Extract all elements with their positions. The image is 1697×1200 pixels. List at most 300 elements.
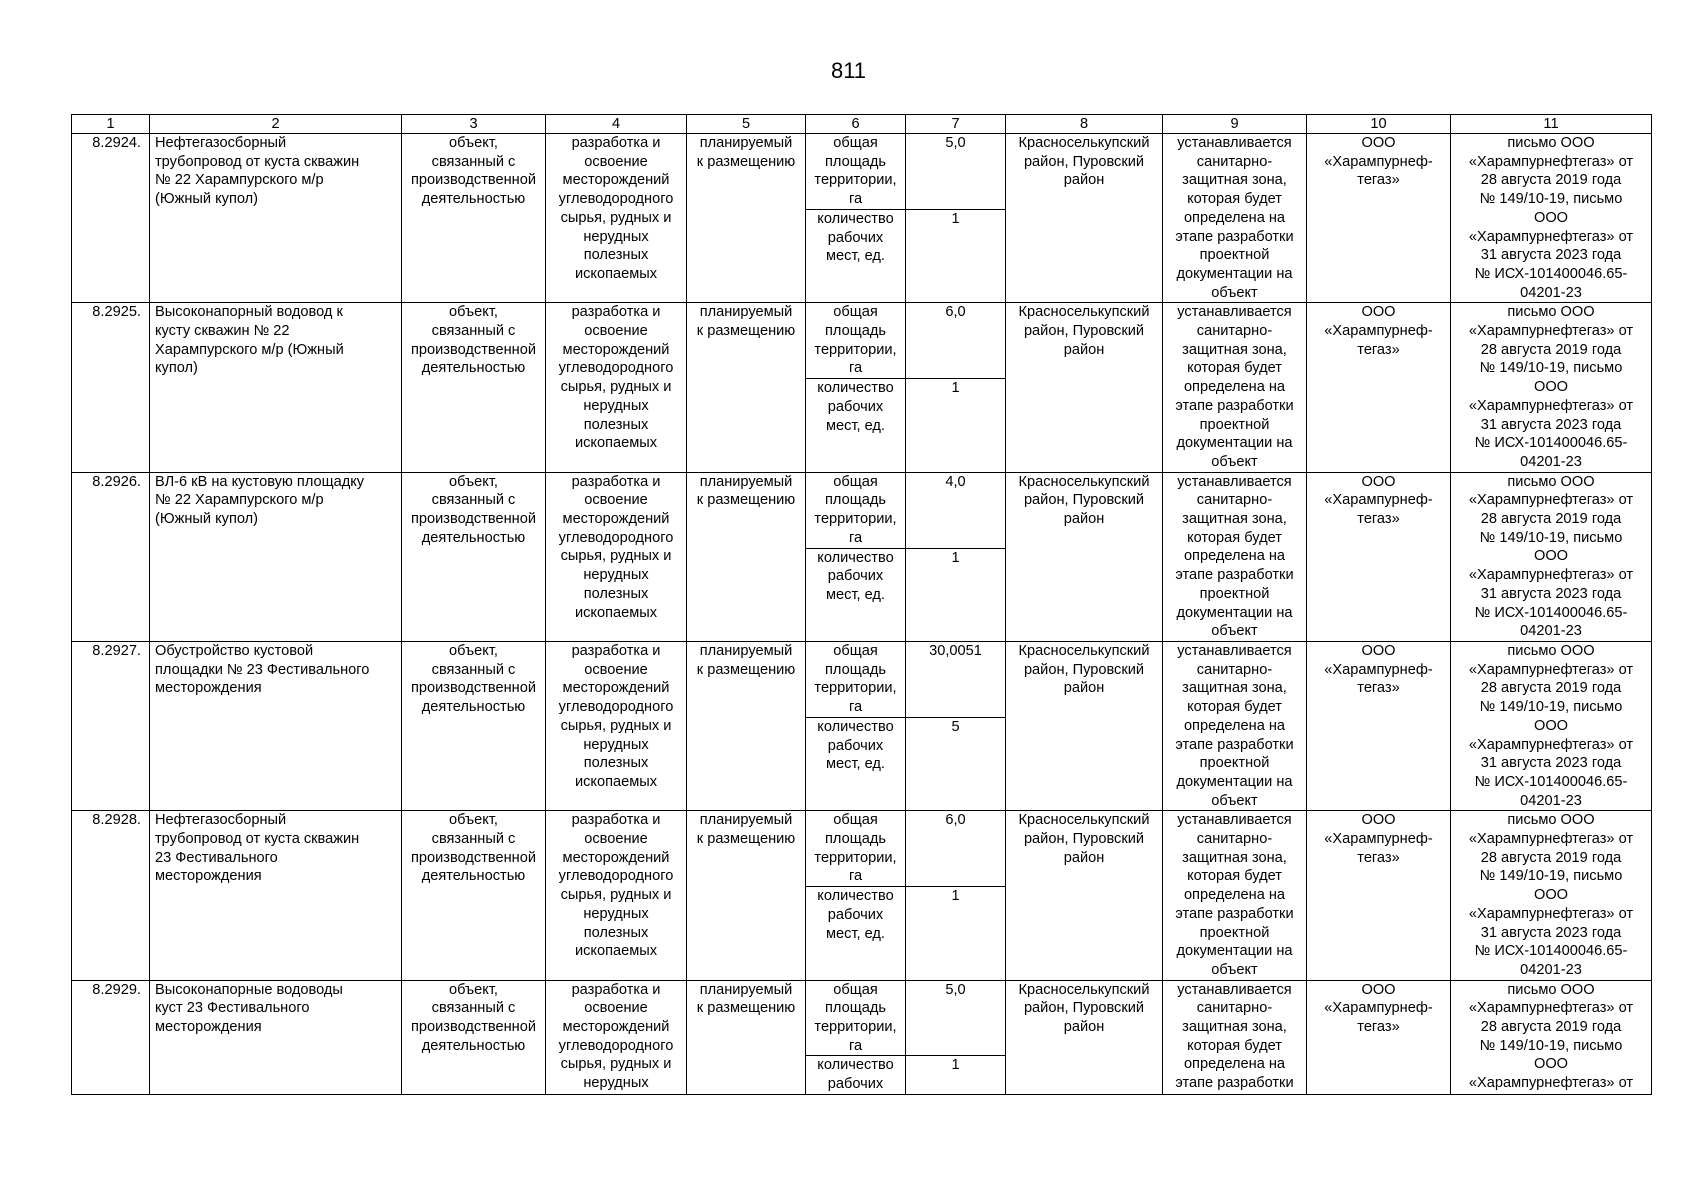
area-label — [806, 472, 906, 548]
area-label-line: территории, — [814, 511, 897, 528]
basis-document-line: ООО — [1533, 717, 1569, 734]
object-type-line: связанный с — [431, 831, 516, 848]
sanitary-zone-line: определена на — [1183, 209, 1286, 226]
object-status — [687, 980, 806, 1094]
area-label-line: общая — [833, 304, 878, 321]
sanitary-zone — [1163, 980, 1307, 1094]
sanitary-zone-line: документации на — [1176, 773, 1293, 790]
object-purpose-line: углеводородного — [558, 191, 674, 208]
object-name-line: Обустройство кустовой — [155, 642, 314, 659]
object-type-line: связанный с — [431, 661, 516, 678]
object-purpose-line: месторождений — [562, 172, 670, 189]
basis-document-line: 28 августа 2019 года — [1480, 849, 1622, 866]
column-header-3: 3 — [402, 115, 546, 134]
basis-document — [1451, 134, 1652, 303]
object-purpose-line: разработка и — [571, 473, 661, 490]
sanitary-zone-line: этапе разработки — [1175, 905, 1294, 922]
object-purpose-line: сырья, рудных и — [560, 379, 672, 396]
basis-document-line: «Харампурнефтегаз» от — [1468, 736, 1634, 753]
sanitary-zone-line: которая будет — [1187, 360, 1282, 377]
owner-line: «Харампурнеф- — [1324, 1000, 1433, 1017]
basis-document — [1451, 641, 1652, 810]
basis-document-line: письмо ООО — [1507, 304, 1595, 321]
object-purpose-line: нерудных — [583, 736, 649, 753]
object-purpose — [546, 134, 687, 303]
area-label — [806, 980, 906, 1056]
object-purpose-line: сырья, рудных и — [560, 548, 672, 565]
object-purpose-line: освоение — [584, 831, 648, 848]
basis-document-line: № ИСХ-101400046.65- — [1474, 604, 1628, 621]
owner — [1307, 134, 1451, 303]
workplaces-value: 1 — [906, 210, 1006, 303]
object-purpose — [546, 303, 687, 472]
object-purpose-line: разработка и — [571, 135, 661, 151]
sanitary-zone-line: этапе разработки — [1175, 1075, 1294, 1092]
object-purpose-line: полезных — [583, 416, 649, 433]
workplaces-label-line: количество — [817, 1057, 894, 1074]
basis-document-line: «Харампурнефтегаз» от — [1468, 153, 1634, 170]
object-type-line: объект, — [449, 473, 498, 490]
location-line: Красноселькупский — [1018, 304, 1150, 321]
workplaces-label-line: мест, ед. — [826, 756, 885, 773]
object-status-line: к размещению — [696, 492, 796, 509]
object-type-line: связанный с — [431, 323, 516, 340]
area-value: 6,0 — [906, 303, 1006, 379]
object-purpose-line: сырья, рудных и — [560, 209, 672, 226]
owner-line: тегаз» — [1357, 849, 1400, 866]
sanitary-zone-line: защитная зона, — [1182, 849, 1287, 866]
location-line: район — [1063, 511, 1105, 528]
object-status — [687, 641, 806, 810]
area-label-line: га — [848, 1037, 863, 1054]
basis-document-line: 31 августа 2023 года — [1480, 755, 1622, 772]
page-number: 811 — [830, 58, 867, 83]
object-type — [402, 134, 546, 303]
workplaces-label — [806, 718, 906, 811]
sanitary-zone-line: которая будет — [1187, 1037, 1282, 1054]
object-purpose-line: ископаемых — [574, 265, 658, 282]
workplaces-label — [806, 887, 906, 980]
object-status — [687, 134, 806, 303]
area-value: 5,0 — [906, 134, 1006, 210]
sanitary-zone-line: которая будет — [1187, 529, 1282, 546]
object-name — [150, 472, 402, 641]
location-line: район — [1063, 341, 1105, 358]
object-purpose-line: освоение — [584, 323, 648, 340]
area-value: 4,0 — [906, 472, 1006, 548]
object-purpose — [546, 980, 687, 1094]
table-row — [72, 472, 1652, 548]
workplaces-label-line: рабочих — [827, 907, 884, 924]
workplaces-label-line: мест, ед. — [826, 248, 885, 265]
basis-document-line: № ИСХ-101400046.65- — [1474, 943, 1628, 960]
workplaces-value: 1 — [906, 1056, 1006, 1094]
object-purpose-line: месторождений — [562, 680, 670, 697]
area-value: 5,0 — [906, 980, 1006, 1056]
object-name-line: Харампурского м/р (Южный — [155, 341, 344, 358]
object-name — [150, 811, 402, 980]
location-line: район — [1063, 172, 1105, 189]
area-label-line: территории, — [814, 680, 897, 697]
sanitary-zone — [1163, 134, 1307, 303]
sanitary-zone-line: объект — [1211, 453, 1258, 470]
object-status — [687, 472, 806, 641]
sanitary-zone-line: защитная зона, — [1182, 680, 1287, 697]
object-type-line: связанный с — [431, 153, 516, 170]
basis-document-line: ООО — [1533, 548, 1569, 565]
area-label — [806, 811, 906, 887]
basis-document-line: «Харампурнефтегаз» от — [1468, 1000, 1634, 1017]
object-purpose-line: разработка и — [571, 642, 661, 659]
sanitary-zone-line: устанавливается — [1177, 812, 1292, 829]
sanitary-zone-line: объект — [1211, 284, 1258, 301]
basis-document-line: 28 августа 2019 года — [1480, 341, 1622, 358]
area-label-line: общая — [833, 812, 878, 829]
object-name-line: месторождения — [155, 680, 262, 697]
sanitary-zone-line: документации на — [1176, 604, 1293, 621]
workplaces-label — [806, 210, 906, 303]
column-header-10: 10 — [1307, 115, 1451, 134]
basis-document-line: ООО — [1533, 887, 1569, 904]
workplaces-label-line: количество — [817, 719, 894, 736]
object-purpose-line: углеводородного — [558, 360, 674, 377]
basis-document-line: № 149/10-19, письмо — [1479, 1037, 1623, 1054]
basis-document-line: 04201-23 — [1520, 792, 1582, 809]
object-type-line: деятельностью — [421, 699, 526, 716]
area-label-line: площадь — [825, 153, 886, 170]
object-name-line: № 22 Харампурского м/р — [155, 492, 324, 509]
object-name-line: Высоконапорный водовод к — [155, 304, 343, 321]
basis-document-line: № 149/10-19, письмо — [1479, 529, 1623, 546]
basis-document-line: «Харампурнефтегаз» от — [1468, 1075, 1634, 1092]
location-line: Красноселькупский — [1018, 812, 1150, 829]
sanitary-zone — [1163, 811, 1307, 980]
basis-document-line: письмо ООО — [1507, 981, 1595, 998]
sanitary-zone-line: проектной — [1199, 755, 1270, 772]
object-type — [402, 811, 546, 980]
area-label-line: площадь — [825, 661, 886, 678]
sanitary-zone-line: объект — [1211, 792, 1258, 809]
owner — [1307, 811, 1451, 980]
basis-document-line: 28 августа 2019 года — [1480, 1019, 1622, 1036]
basis-document-line: «Харампурнефтегаз» от — [1468, 228, 1634, 245]
object-purpose-line: месторождений — [562, 341, 670, 358]
object-type-line: производственной — [411, 172, 536, 189]
owner-line: ООО — [1361, 473, 1396, 490]
header-row — [72, 115, 1652, 134]
basis-document-line: № 149/10-19, письмо — [1479, 191, 1623, 208]
workplaces-value: 5 — [906, 718, 1006, 811]
location-line: Красноселькупский — [1018, 135, 1150, 151]
area-label-line: га — [848, 360, 863, 377]
workplaces-label-line: количество — [817, 888, 894, 905]
object-status-line: планируемый — [699, 135, 793, 151]
object-purpose-line: сырья, рудных и — [560, 887, 672, 904]
owner-line: «Харампурнеф- — [1324, 323, 1433, 340]
basis-document-line: письмо ООО — [1507, 642, 1595, 659]
object-purpose-line: разработка и — [571, 981, 661, 998]
workplaces-label — [806, 548, 906, 641]
object-purpose-line: углеводородного — [558, 1037, 674, 1054]
object-type-line: объект, — [449, 981, 498, 998]
basis-document-line: ООО — [1533, 209, 1569, 226]
object-name-line: месторождения — [155, 1019, 262, 1036]
object-name-line: месторождения — [155, 868, 262, 885]
basis-document-line: «Харампурнефтегаз» от — [1468, 397, 1634, 414]
column-header-4: 4 — [546, 115, 687, 134]
row-number: 8.2924. — [72, 134, 150, 303]
basis-document-line: «Харампурнефтегаз» от — [1468, 905, 1634, 922]
basis-document-line: ООО — [1533, 379, 1569, 396]
workplaces-label-line: мест, ед. — [826, 417, 885, 434]
area-label-line: площадь — [825, 323, 886, 340]
object-purpose — [546, 641, 687, 810]
column-header-2: 2 — [150, 115, 402, 134]
object-name-line: ВЛ-6 кВ на кустовую площадку — [155, 473, 365, 490]
object-type-line: связанный с — [431, 1000, 516, 1017]
object-type-line: деятельностью — [421, 868, 526, 885]
owner-line: тегаз» — [1357, 680, 1400, 697]
object-purpose-line: углеводородного — [558, 529, 674, 546]
basis-document-line: 04201-23 — [1520, 623, 1582, 640]
area-label-line: площадь — [825, 831, 886, 848]
location — [1006, 472, 1163, 641]
basis-document-line: ООО — [1533, 1056, 1569, 1073]
object-status-line: планируемый — [699, 473, 793, 490]
object-name-line: № 22 Харампурского м/р — [155, 172, 324, 189]
basis-document-line: «Харампурнефтегаз» от — [1468, 323, 1634, 340]
object-type-line: производственной — [411, 511, 536, 528]
basis-document-line: № 149/10-19, письмо — [1479, 699, 1623, 716]
object-purpose-line: полезных — [583, 247, 649, 264]
sanitary-zone-line: защитная зона, — [1182, 511, 1287, 528]
basis-document-line: 04201-23 — [1520, 453, 1582, 470]
basis-document-line: 31 августа 2023 года — [1480, 247, 1622, 264]
area-label-line: территории, — [814, 1019, 897, 1036]
area-label-line: территории, — [814, 172, 897, 189]
object-type-line: производственной — [411, 680, 536, 697]
area-label — [806, 641, 906, 717]
object-name-line: (Южный купол) — [155, 511, 259, 528]
object-purpose-line: ископаемых — [574, 773, 658, 790]
basis-document-line: 28 августа 2019 года — [1480, 511, 1622, 528]
owner-line: «Харампурнеф- — [1324, 153, 1433, 170]
object-purpose-line: месторождений — [562, 511, 670, 528]
location-line: Красноселькупский — [1018, 981, 1150, 998]
area-label — [806, 303, 906, 379]
object-type-line: объект, — [449, 135, 498, 151]
location — [1006, 980, 1163, 1094]
object-status-line: к размещению — [696, 661, 796, 678]
object-purpose-line: ископаемых — [574, 435, 658, 452]
table-row — [72, 134, 1652, 210]
object-name-line: 23 Фестивального — [155, 849, 278, 866]
object-purpose-line: ископаемых — [574, 943, 658, 960]
area-value: 30,0051 — [906, 641, 1006, 717]
location-line: район, Пуровский — [1023, 1000, 1145, 1017]
sanitary-zone-line: защитная зона, — [1182, 1019, 1287, 1036]
area-label — [806, 134, 906, 210]
object-name-line: купол) — [155, 360, 198, 377]
sanitary-zone-line: устанавливается — [1177, 473, 1292, 490]
object-status — [687, 303, 806, 472]
row-number: 8.2928. — [72, 811, 150, 980]
location-line: район, Пуровский — [1023, 153, 1145, 170]
area-label-line: территории, — [814, 849, 897, 866]
workplaces-label-line: рабочих — [827, 1076, 884, 1093]
table-row — [72, 303, 1652, 379]
sanitary-zone-line: санитарно- — [1196, 492, 1273, 509]
sanitary-zone-line: устанавливается — [1177, 981, 1292, 998]
sanitary-zone-line: которая будет — [1187, 191, 1282, 208]
owner-line: ООО — [1361, 304, 1396, 321]
sanitary-zone-line: санитарно- — [1196, 831, 1273, 848]
area-label-line: общая — [833, 642, 878, 659]
basis-document — [1451, 811, 1652, 980]
object-purpose-line: углеводородного — [558, 868, 674, 885]
object-type-line: объект, — [449, 812, 498, 829]
object-purpose-line: полезных — [583, 755, 649, 772]
object-type-line: производственной — [411, 849, 536, 866]
table-row — [72, 641, 1652, 717]
object-purpose — [546, 472, 687, 641]
location-line: Красноселькупский — [1018, 642, 1150, 659]
basis-document — [1451, 303, 1652, 472]
area-label-line: площадь — [825, 1000, 886, 1017]
basis-document-line: № ИСХ-101400046.65- — [1474, 265, 1628, 282]
sanitary-zone-line: проектной — [1199, 416, 1270, 433]
sanitary-zone-line: санитарно- — [1196, 661, 1273, 678]
object-type-line: деятельностью — [421, 1037, 526, 1054]
sanitary-zone-line: защитная зона, — [1182, 341, 1287, 358]
object-purpose-line: сырья, рудных и — [560, 717, 672, 734]
object-purpose-line: нерудных — [583, 905, 649, 922]
sanitary-zone-line: устанавливается — [1177, 304, 1292, 321]
owner-line: тегаз» — [1357, 1019, 1400, 1036]
sanitary-zone-line: этапе разработки — [1175, 567, 1294, 584]
object-status-line: к размещению — [696, 153, 796, 170]
workplaces-value: 1 — [906, 548, 1006, 641]
row-number: 8.2926. — [72, 472, 150, 641]
workplaces-value: 1 — [906, 379, 1006, 472]
area-label-line: га — [848, 529, 863, 546]
workplaces-label-line: мест, ед. — [826, 925, 885, 942]
object-purpose-line: месторождений — [562, 849, 670, 866]
workplaces-label-line: рабочих — [827, 737, 884, 754]
basis-document-line: «Харампурнефтегаз» от — [1468, 661, 1634, 678]
sanitary-zone-line: определена на — [1183, 548, 1286, 565]
sanitary-zone-line: устанавливается — [1177, 642, 1292, 659]
owner — [1307, 472, 1451, 641]
basis-document-line: «Харампурнефтегаз» от — [1468, 492, 1634, 509]
basis-document-line: 31 августа 2023 года — [1480, 416, 1622, 433]
object-status-line: планируемый — [699, 981, 793, 998]
object-type — [402, 303, 546, 472]
area-label-line: га — [848, 699, 863, 716]
owner-line: тегаз» — [1357, 341, 1400, 358]
owner-line: тегаз» — [1357, 511, 1400, 528]
basis-document-line: № ИСХ-101400046.65- — [1474, 773, 1628, 790]
workplaces-label — [806, 379, 906, 472]
sanitary-zone-line: документации на — [1176, 435, 1293, 452]
sanitary-zone — [1163, 303, 1307, 472]
object-type-line: производственной — [411, 341, 536, 358]
object-purpose-line: сырья, рудных и — [560, 1056, 672, 1073]
column-header-11: 11 — [1451, 115, 1652, 134]
basis-document-line: письмо ООО — [1507, 812, 1595, 829]
sanitary-zone-line: проектной — [1199, 924, 1270, 941]
location-line: район — [1063, 1019, 1105, 1036]
object-purpose-line: нерудных — [583, 567, 649, 584]
row-number: 8.2927. — [72, 641, 150, 810]
object-type — [402, 641, 546, 810]
sanitary-zone-line: санитарно- — [1196, 153, 1273, 170]
object-purpose-line: освоение — [584, 1000, 648, 1017]
object-name-line: (Южный купол) — [155, 191, 259, 208]
object-status-line: к размещению — [696, 1000, 796, 1017]
basis-document-line: 28 августа 2019 года — [1480, 680, 1622, 697]
object-name — [150, 980, 402, 1094]
object-type-line: объект, — [449, 642, 498, 659]
basis-document-line: 31 августа 2023 года — [1480, 585, 1622, 602]
area-label-line: площадь — [825, 492, 886, 509]
location-line: район — [1063, 680, 1105, 697]
object-purpose-line: ископаемых — [574, 604, 658, 621]
object-type-line: объект, — [449, 304, 498, 321]
location-line: район, Пуровский — [1023, 831, 1145, 848]
area-label-line: территории, — [814, 341, 897, 358]
basis-document-line: 31 августа 2023 года — [1480, 924, 1622, 941]
owner — [1307, 303, 1451, 472]
object-purpose-line: углеводородного — [558, 699, 674, 716]
object-type-line: связанный с — [431, 492, 516, 509]
object-name-line: Нефтегазосборный — [155, 135, 287, 151]
owner — [1307, 641, 1451, 810]
object-status-line: к размещению — [696, 323, 796, 340]
location-line: район — [1063, 849, 1105, 866]
column-header-9: 9 — [1163, 115, 1307, 134]
column-header-8: 8 — [1006, 115, 1163, 134]
object-status-line: планируемый — [699, 812, 793, 829]
workplaces-label — [806, 1056, 906, 1094]
basis-document-line: 04201-23 — [1520, 284, 1582, 301]
object-purpose-line: разработка и — [571, 812, 661, 829]
sanitary-zone-line: санитарно- — [1196, 1000, 1273, 1017]
object-type-line: производственной — [411, 1019, 536, 1036]
column-header-1: 1 — [72, 115, 150, 134]
sanitary-zone-line: определена на — [1183, 379, 1286, 396]
location-line: район, Пуровский — [1023, 492, 1145, 509]
area-label-line: общая — [833, 981, 878, 998]
basis-document-line: 28 августа 2019 года — [1480, 172, 1622, 189]
column-header-7: 7 — [906, 115, 1006, 134]
area-label-line: общая — [833, 473, 878, 490]
sanitary-zone-line: санитарно- — [1196, 323, 1273, 340]
location-line: Красноселькупский — [1018, 473, 1150, 490]
object-name-line: куст 23 Фестивального — [155, 1000, 310, 1017]
workplaces-label-line: рабочих — [827, 229, 884, 246]
object-purpose — [546, 811, 687, 980]
owner-line: ООО — [1361, 642, 1396, 659]
object-purpose-line: нерудных — [583, 397, 649, 414]
area-label-line: га — [848, 191, 863, 208]
object-purpose-line: месторождений — [562, 1019, 670, 1036]
sanitary-zone-line: документации на — [1176, 265, 1293, 282]
owner-line: «Харампурнеф- — [1324, 831, 1433, 848]
table-row — [72, 811, 1652, 887]
object-type — [402, 472, 546, 641]
object-purpose-line: нерудных — [583, 228, 649, 245]
